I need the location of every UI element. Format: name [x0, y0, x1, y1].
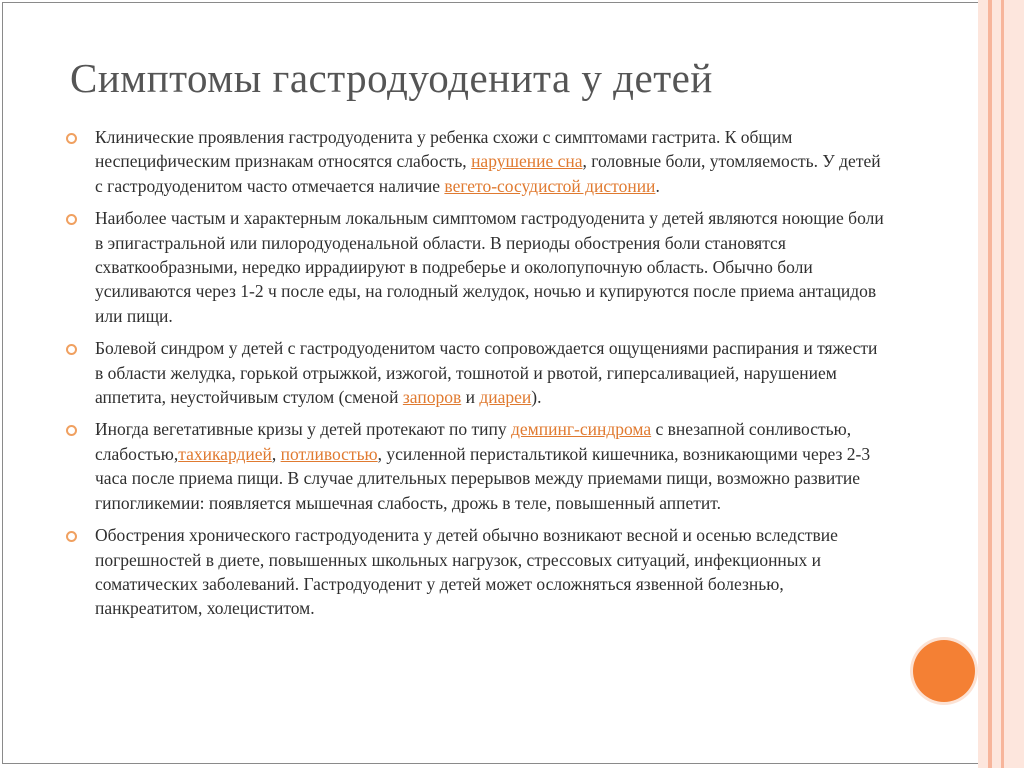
decorative-stripes [978, 0, 1024, 768]
bullet-text: Болевой синдром у детей с гастродуоденитом часто сопровождается ощущениями распирания и тяжести в области желудка, горькой отрыжкой, изжогой, тошнотой и рвотой, гиперсаливацией, нарушением аппетита, неустойчивым стулом (сменой [95, 338, 878, 408]
bullet-text: Наиболее частым и характерным локальным симптомом гастродуоденита у детей являются ноющие боли в эпигастральной или пилородуоденальной области. В периоды обострения боли становятся схваткообразными, нередко иррадиируют в подреберье и околопупочную область. Обычно боли усиливаются через 1-2 ч после еды, на голодный желудок, ночью и купируются после приема антацидов или пищи. [95, 208, 884, 326]
bullet-item [66, 336, 886, 409]
bullet-item [66, 523, 886, 621]
bullet-item [66, 206, 886, 328]
bullet-text: Иногда вегетативные кризы у детей протекают по типу [95, 419, 511, 440]
bullet-marker-icon [66, 425, 77, 436]
bullet-marker-icon [66, 344, 77, 355]
link-diarrhea[interactable]: диареи [479, 387, 532, 408]
stripe-light [1004, 0, 1024, 768]
link-vegetative-dystonia[interactable]: вегето-сосудистой дистонии [444, 175, 656, 196]
bullet-item [66, 417, 886, 515]
bullet-text: ). [531, 387, 542, 408]
link-sleep-disorder[interactable]: нарушение сна [471, 151, 583, 172]
bullet-text: . [655, 175, 660, 196]
decorative-circle [913, 640, 975, 702]
bullet-item [66, 125, 886, 198]
link-tachycardia[interactable]: тахикардией [178, 443, 272, 464]
slide-title: Симптомы гастродуоденита у детей [70, 55, 713, 101]
link-dumping-syndrome[interactable]: демпинг-синдрома [511, 419, 652, 440]
bullet-text: , головные боли, утомляемость. У детей с гастродуоденитом часто отмечается наличие [95, 151, 881, 196]
bullet-text: Обострения хронического гастродуоденита у детей обычно возникают весной и осенью вследствие погрешностей в диете, повышенных школьных нагрузок, стрессовых ситуаций, инфекционных и соматических заболеваний. Гастродуоденит у детей может осложняться язвенной болезнью, панкреатитом, холециститом. [95, 525, 838, 619]
bullet-marker-icon [66, 133, 77, 144]
bullet-list [66, 125, 886, 629]
bullet-text: , [271, 443, 281, 464]
bullet-text: с внезапной сонливостью, слабостью, [95, 419, 852, 464]
link-constipation[interactable]: запоров [402, 387, 462, 408]
bullet-marker-icon [66, 214, 77, 225]
stripe-light [978, 0, 988, 768]
link-sweating[interactable]: потливостью [280, 443, 378, 464]
bullet-marker-icon [66, 531, 77, 542]
bullet-text: , усиленной перистальтикой кишечника, возникающими через 2-3 часа после приема пищи. В случае длительных перерывов между приемами пищи, возможно развитие гипогликемии: появляется мышечная слабость, дрожь в теле, повышенный аппетит. [95, 443, 871, 513]
stripe-light [992, 0, 1001, 768]
bullet-text: Клинические проявления гастродуоденита у ребенка схожи с симптомами гастрита. К общим неспецифическим признакам относятся слабость, [95, 127, 793, 172]
bullet-text: и [461, 387, 480, 408]
